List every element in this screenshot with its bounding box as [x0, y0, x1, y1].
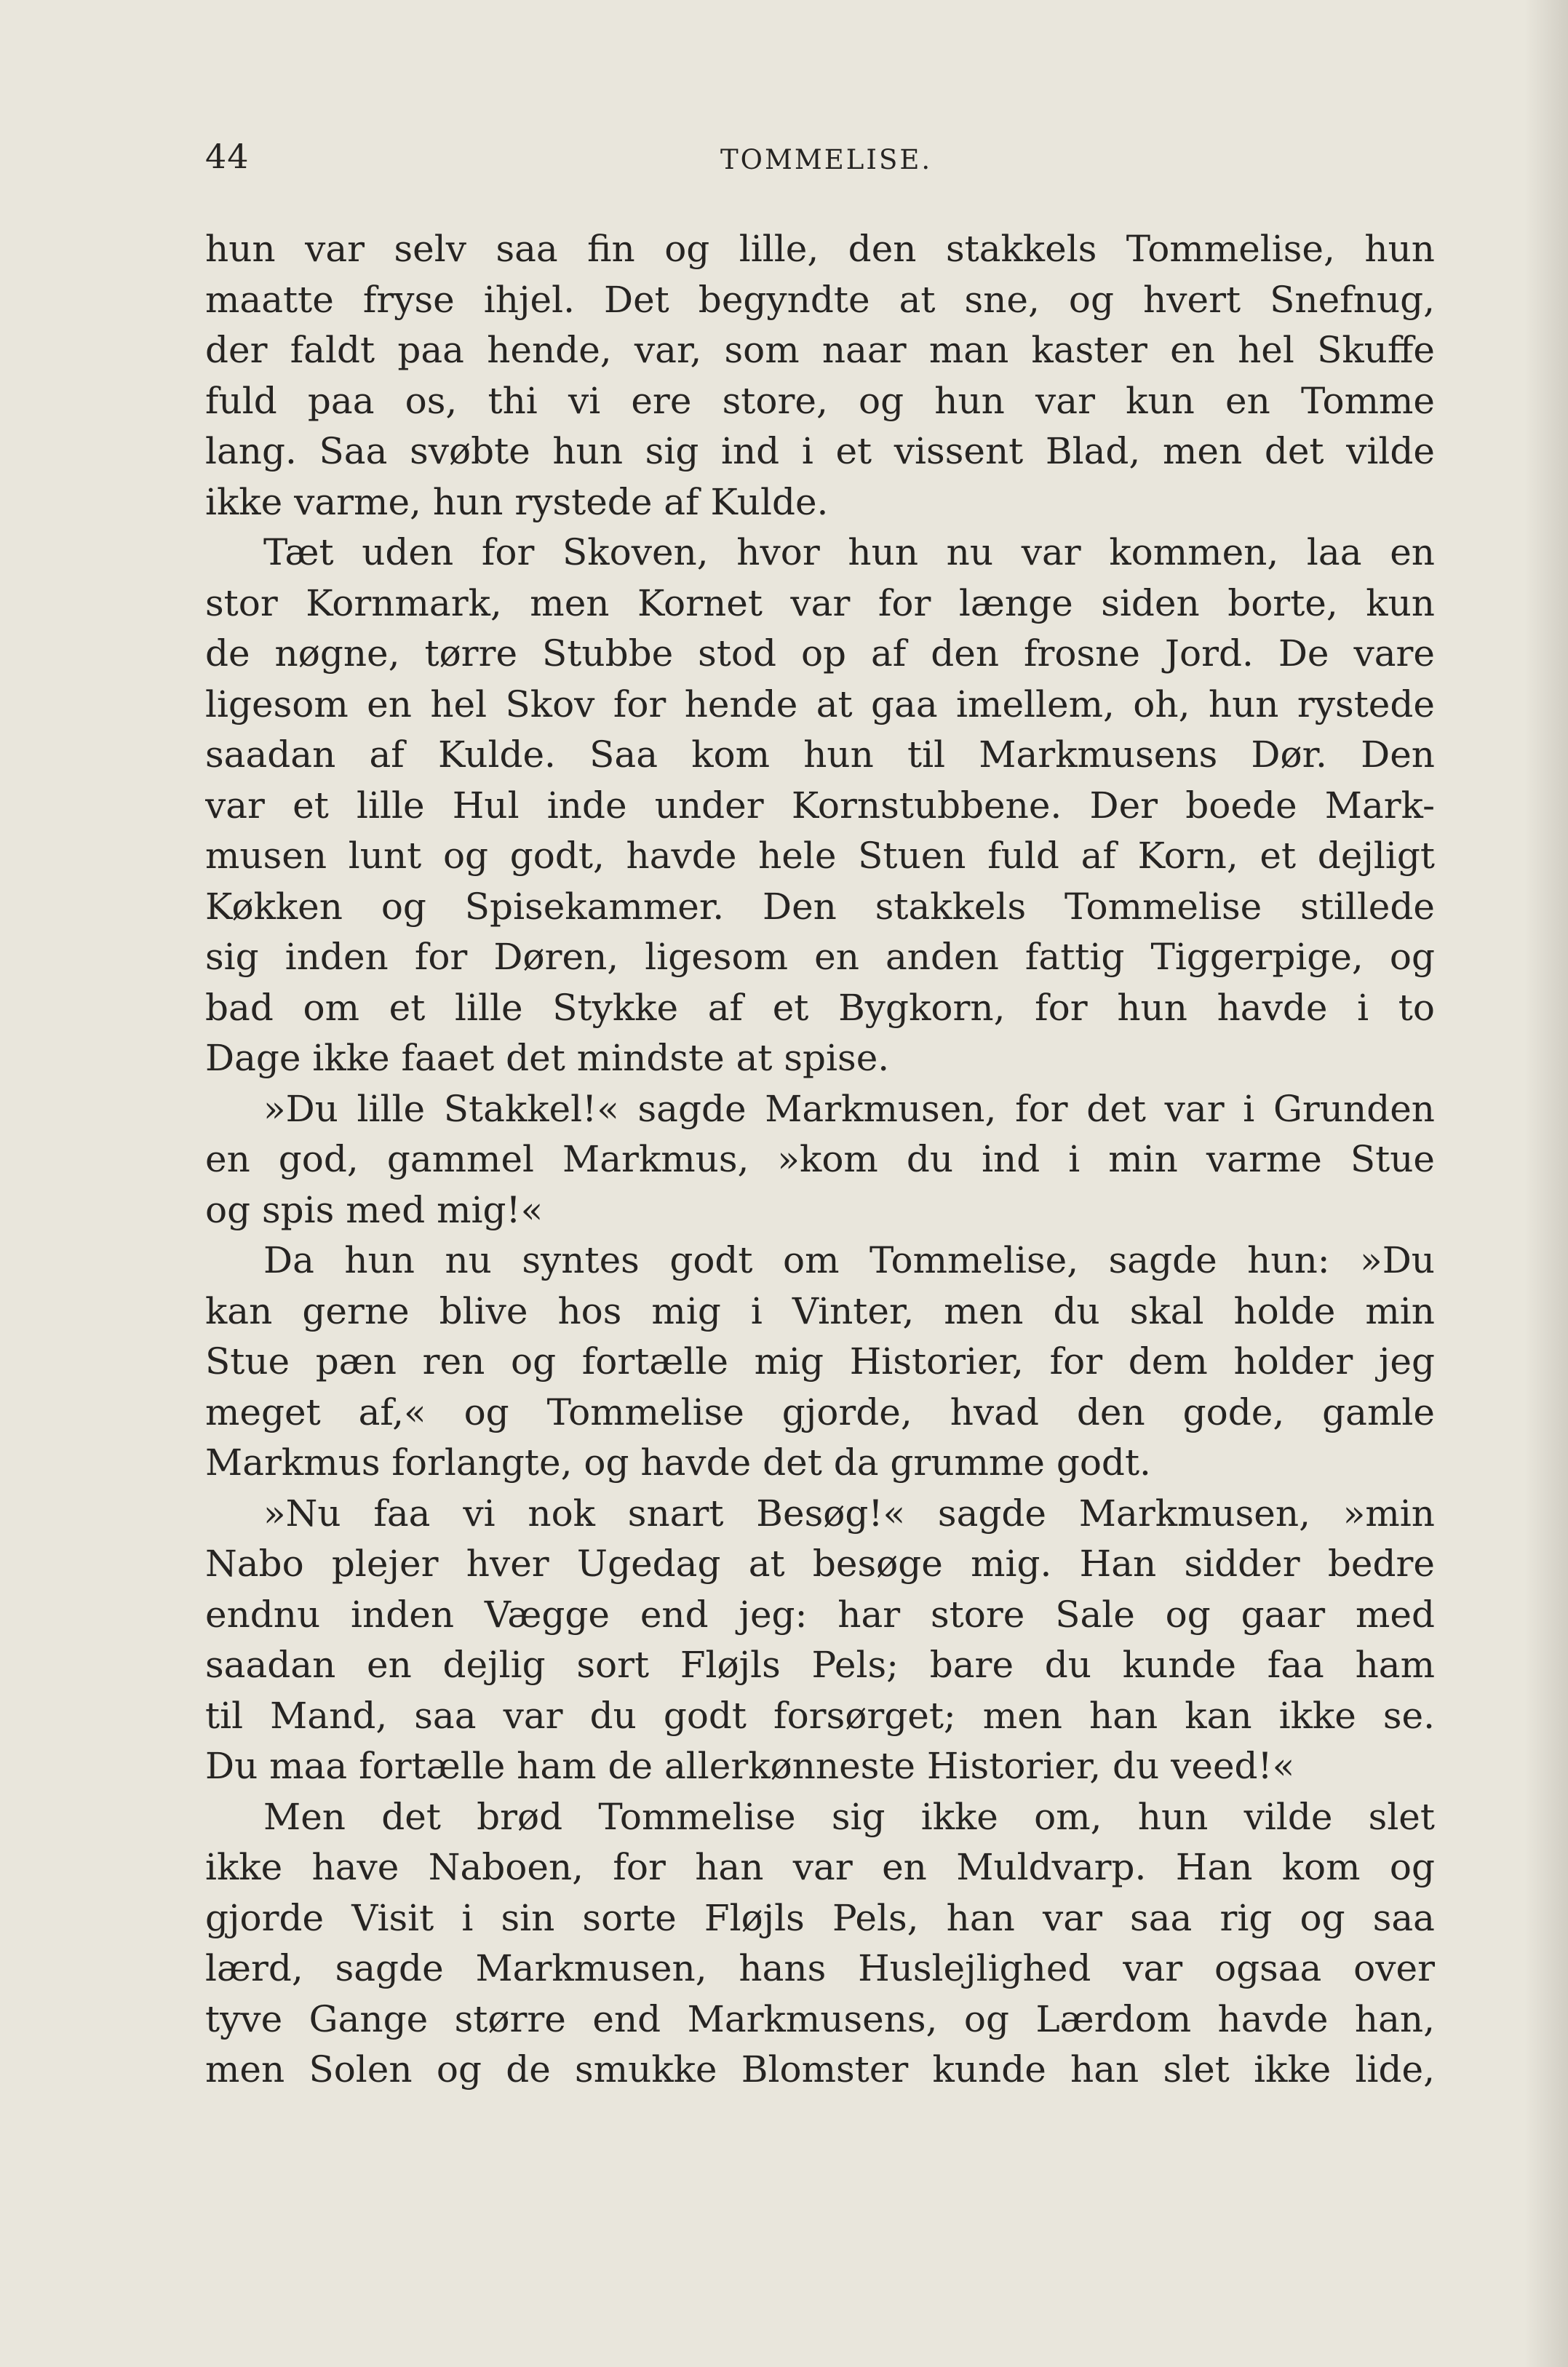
text-line: maatte fryse ihjel. Det begyndte at sne, og hvert Snefnug, [205, 278, 1435, 321]
text-line: saadan af Kulde. Saa kom hun til Markmusens Dør. Den [205, 733, 1435, 776]
text-line: ikke have Naboen, for han var en Muldvarp. Han kom og [205, 1846, 1435, 1888]
text-line: Nabo plejer hver Ugedag at besøge mig. Han sidder bedre [205, 1543, 1435, 1585]
text-line: en god, gammel Markmus, »kom du ind i min varme Stue [205, 1138, 1435, 1180]
text-line: ikke varme, hun rystede af Kulde. [205, 480, 829, 523]
text-line: »Nu faa vi nok snart Besøg!« sagde Markmusen, »min [263, 1492, 1435, 1535]
text-line: Tæt uden for Skoven, hvor hun nu var kommen, laa en [263, 531, 1435, 573]
text-line: kan gerne blive hos mig i Vinter, men du skal holde min [205, 1289, 1435, 1332]
text-line: Du maa fortælle ham de allerkønneste Historier, du veed!« [205, 1745, 1295, 1787]
body-text [205, 224, 1435, 2096]
text-line: til Mand, saa var du godt forsørget; men han kan ikke se. [205, 1694, 1435, 1737]
text-line: Men det brød Tommelise sig ikke om, hun vilde slet [263, 1795, 1435, 1838]
text-line: ligesom en hel Skov for hende at gaa imellem, oh, hun rystede [205, 683, 1435, 725]
text-line: Markmus forlangte, og havde det da grumme godt. [205, 1441, 1151, 1484]
page-edge-shadow [1524, 0, 1568, 2367]
text-line: der faldt paa hende, var, som naar man kaster en hel Skuffe [205, 329, 1435, 371]
text-line: saadan en dejlig sort Fløjls Pels; bare du kunde faa ham [205, 1644, 1435, 1686]
running-title: TOMMELISE. [720, 144, 933, 175]
text-line: lærd, sagde Markmusen, hans Huslejlighed var ogsaa over [205, 1947, 1435, 1989]
text-line: gjorde Visit i sin sorte Fløjls Pels, han var saa rig og saa [205, 1896, 1435, 1939]
text-line: var et lille Hul inde under Kornstubbene. Der boede Mark- [205, 784, 1435, 827]
text-line: Dage ikke faaet det mindste at spise. [205, 1037, 890, 1079]
text-line: Da hun nu syntes godt om Tommelise, sagde hun: »Du [263, 1239, 1435, 1281]
text-line: stor Kornmark, men Kornet var for længe siden borte, kun [205, 581, 1435, 624]
text-line: men Solen og de smukke Blomster kunde han slet ikke lide, [205, 2048, 1435, 2090]
text-line: fuld paa os, thi vi ere store, og hun var kun en Tomme [205, 379, 1435, 422]
text-line: meget af,« og Tommelise gjorde, hvad den gode, gamle [205, 1391, 1435, 1433]
text-line: Stue pæn ren og fortælle mig Historier, for dem holder jeg [205, 1340, 1435, 1383]
text-line: Køkken og Spisekammer. Den stakkels Tommelise stillede [205, 885, 1435, 928]
text-line: hun var selv saa fin og lille, den stakkels Tommelise, hun [205, 228, 1435, 270]
text-line: »Du lille Stakkel!« sagde Markmusen, for det var i Grunden [263, 1087, 1435, 1130]
text-line: lang. Saa svøbte hun sig ind i et vissent Blad, men det vilde [205, 430, 1435, 472]
page-number: 44 [205, 137, 250, 176]
text-line: endnu inden Vægge end jeg: har store Sale og gaar med [205, 1593, 1435, 1636]
text-line: bad om et lille Stykke af et Bygkorn, for hun havde i to [205, 986, 1435, 1029]
text-line: musen lunt og godt, havde hele Stuen fuld af Korn, et dejligt [205, 835, 1435, 877]
text-line: og spis med mig!« [205, 1188, 544, 1231]
text-line: sig inden for Døren, ligesom en anden fattig Tiggerpige, og [205, 936, 1435, 978]
text-line: tyve Gange større end Markmusens, og Lærdom havde han, [205, 1997, 1435, 2040]
text-line: de nøgne, tørre Stubbe stod op af den frosne Jord. De vare [205, 632, 1435, 675]
